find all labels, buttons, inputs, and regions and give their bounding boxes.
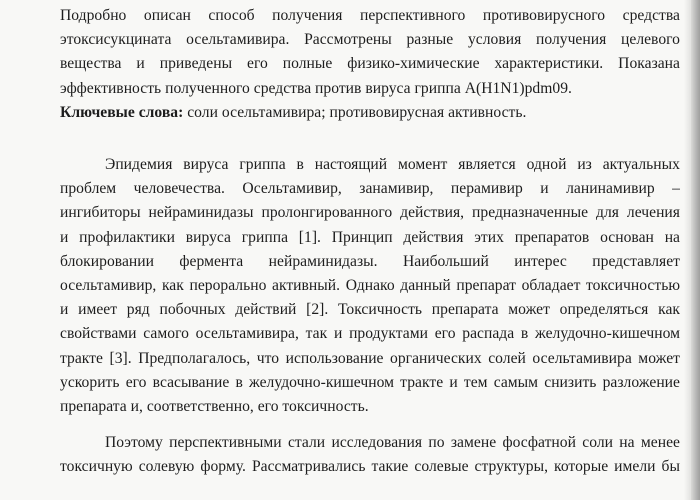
paragraph-line: осельтамивир, как перорально активный. Однако данный препарат обладает токсичностью xyxy=(60,277,680,295)
abstract-line: эффективность полученного средства против вируса гриппа A(H1N1)pdm09. xyxy=(60,79,572,97)
keywords-line xyxy=(60,101,680,125)
paragraph-line: ускорить его всасывание в желудочно-кишечном тракте и тем самым снизить разложение xyxy=(60,373,680,391)
paragraph-line: проблем человечества. Осельтамивир, занамивир, перамивир и ланинамивир – xyxy=(60,180,680,198)
paragraph-line: Эпидемия вируса гриппа в настоящий момент является одной из актуальных xyxy=(105,156,680,173)
keywords-label: Ключевые слова: xyxy=(60,103,184,121)
abstract-line: вещества и приведены его полные физико-химические характеристики. Показана xyxy=(60,55,680,73)
paragraph-line: свойствами самого осельтамивира, так и продуктами его распада в желудочно-кишечном xyxy=(60,325,680,343)
paragraph-line: токсичную солевую форму. Рассматривались такие солевые структуры, которые имели бы xyxy=(60,458,680,476)
abstract-line: Подробно описан способ получения перспективного противовирусного средства xyxy=(60,7,680,24)
paragraph-gap xyxy=(60,419,680,431)
paragraph-line: тракте [3]. Предполагалось, что использование органических солей осельтамивира может xyxy=(60,349,680,367)
scan-shadow xyxy=(691,0,700,500)
abstract-line: этоксисукцината осельтамивира. Рассмотрены разные условия получения целевого xyxy=(60,31,680,49)
abstract-section xyxy=(60,4,680,125)
paragraph-line: Поэтому перспективными стали исследования по замене фосфатной соли на менее xyxy=(105,434,680,452)
paragraph-line: препарата и, соответственно, его токсичность. xyxy=(60,398,369,416)
paragraph-line: и имеет ряд побочных действий [2]. Токсичность препарата может определяться как xyxy=(60,301,680,319)
paragraph-line: и профилактики вируса гриппа [1]. Принцип действия этих препаратов основан на xyxy=(60,228,680,246)
paragraph-line: ингибиторы нейраминидазы пролонгированного действия, предназначенные для лечения xyxy=(60,204,680,222)
body-section xyxy=(60,153,680,480)
paragraph-line: блокировании фермента нейраминидазы. Наибольший интерес представляет xyxy=(60,252,680,270)
keywords-text: соли осельтамивира; противовирусная активность. xyxy=(183,103,527,121)
